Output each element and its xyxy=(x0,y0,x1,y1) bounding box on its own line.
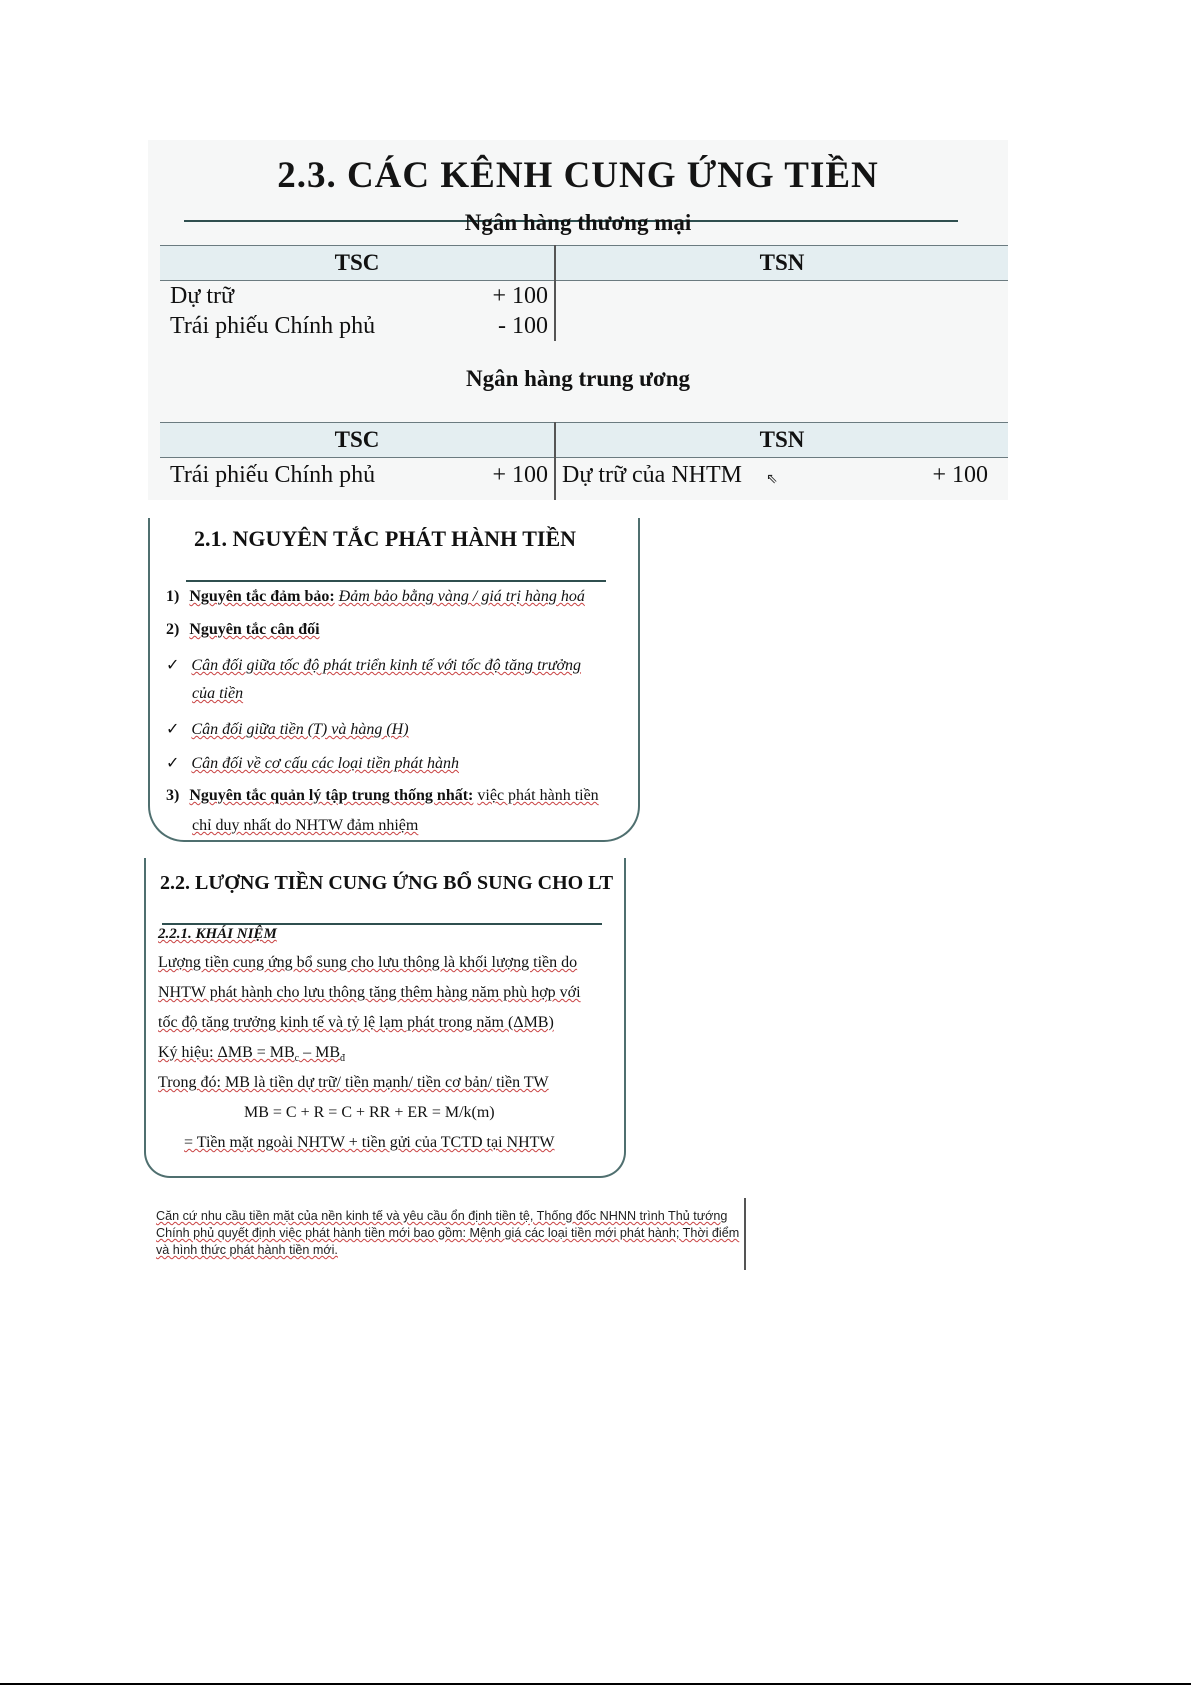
title-divider xyxy=(162,923,602,925)
column-divider xyxy=(554,422,556,500)
definition-line: tốc độ tăng trưởng kinh tế và tỷ lệ lạm phát trong năm (ΔMB) xyxy=(158,1014,554,1031)
title-divider xyxy=(186,580,606,582)
item-number: 1) xyxy=(166,588,180,605)
liabilities-column-header: TSN xyxy=(759,427,805,452)
explanation-line: Trong đó: MB là tiền dự trữ/ tiền mạnh/ tiền cơ bản/ tiền TW xyxy=(158,1074,549,1091)
balance-item-3 xyxy=(166,753,459,773)
cb-row-bonds-value: - 100 xyxy=(498,313,548,339)
principle-heading: Nguyên tắc đảm bảo: xyxy=(189,588,335,605)
formula-explanation: = Tiền mặt ngoài NHTW + tiền gửi của TCTD tại NHTW xyxy=(184,1134,555,1151)
symbol-subscript: đ xyxy=(340,1053,346,1065)
note-text: Căn cứ nhu cầu tiền mặt của nền kinh tế và yêu cầu ổn định tiền tệ, Thống đốc NHNN trình Thủ tướng Chính phủ quyết định việc phát hành tiền mới bao gồm: Mệnh giá các loại tiền mới phát hành; Thời điểm và hình thức phát hành tiền mới. xyxy=(156,1209,740,1257)
balance-item-1 xyxy=(166,655,581,675)
slide-title: 2.3. CÁC KÊNH CUNG ỨNG TIỀN xyxy=(277,155,879,196)
checkmark-icon: ✓ xyxy=(166,721,180,738)
checkmark-icon: ✓ xyxy=(166,657,180,674)
symbol-text: – MB xyxy=(299,1044,341,1061)
principle-text: Đảm bảo bằng vàng / giá trị hàng hoá xyxy=(338,588,585,605)
cb-row-bonds-label: Trái phiếu Chính phủ xyxy=(170,313,376,339)
item-number: 3) xyxy=(166,787,180,804)
assets-column-header: TSC xyxy=(334,427,380,452)
commercial-bank-table-header xyxy=(160,245,1008,281)
pointer-cursor-icon: ⇖ xyxy=(766,471,778,487)
assets-column-header: TSC xyxy=(334,250,380,275)
definition-line: NHTW phát hành cho lưu thông tăng thêm hàng năm phù hợp với xyxy=(158,984,581,1001)
formula-line: MB = C + R = C + RR + ER = M/k(m) xyxy=(244,1104,495,1121)
column-divider xyxy=(554,245,556,341)
principle-text: việc phát hành tiền xyxy=(477,787,599,804)
principle-1 xyxy=(166,588,585,606)
nb-asset-label: Trái phiếu Chính phủ xyxy=(170,462,376,488)
cb-row-reserves-label: Dự trữ xyxy=(170,283,235,309)
cb-row-reserves-value: + 100 xyxy=(492,283,548,309)
principle-heading: Nguyên tắc quản lý tập trung thống nhất: xyxy=(189,787,474,804)
slide-title: 2.1. NGUYÊN TẮC PHÁT HÀNH TIỀN xyxy=(194,526,577,551)
nb-asset-value: + 100 xyxy=(492,462,548,488)
slide-issuance-principles xyxy=(148,518,640,842)
slide-money-supply-channels xyxy=(148,140,1008,500)
central-bank-heading: Ngân hàng trung ương xyxy=(465,366,690,391)
liabilities-column-header: TSN xyxy=(759,250,805,275)
nb-liability-label: Dự trữ của NHTM xyxy=(562,462,742,488)
note-box xyxy=(148,1198,746,1270)
balance-text-continued: của tiền xyxy=(192,685,244,702)
principle-text-continued: chỉ duy nhất do NHTW đảm nhiệm xyxy=(192,817,419,834)
section-subtitle: 2.2.1. KHÁI NIỆM xyxy=(158,926,277,942)
balance-text: Cân đối giữa tiền (T) và hàng (H) xyxy=(191,721,409,738)
checkmark-icon: ✓ xyxy=(166,755,180,772)
definition-line: Lượng tiền cung ứng bổ sung cho lưu thông là khối lượng tiền do xyxy=(158,954,578,971)
principle-2 xyxy=(166,621,320,639)
slide-supplementary-money-supply xyxy=(144,858,626,1178)
symbol-subscript: c xyxy=(294,1053,300,1065)
balance-text: Cân đối về cơ cấu các loại tiền phát hành xyxy=(191,755,459,772)
item-number: 2) xyxy=(166,621,180,638)
principle-3 xyxy=(166,787,599,805)
symbol-line xyxy=(158,1044,345,1064)
nb-liability-value: + 100 xyxy=(932,462,988,488)
principle-heading: Nguyên tắc cân đối xyxy=(189,621,320,638)
commercial-bank-heading: Ngân hàng thương mại xyxy=(464,210,692,235)
balance-text: Cân đối giữa tốc độ phát triển kinh tế với tốc độ tăng trưởng xyxy=(191,657,582,674)
central-bank-table-header xyxy=(160,422,1008,458)
slide-title: 2.2. LƯỢNG TIỀN CUNG ỨNG BỔ SUNG CHO LT xyxy=(160,872,614,894)
symbol-text: Ký hiệu: ΔMB = MB xyxy=(158,1044,295,1061)
balance-item-2 xyxy=(166,719,409,739)
